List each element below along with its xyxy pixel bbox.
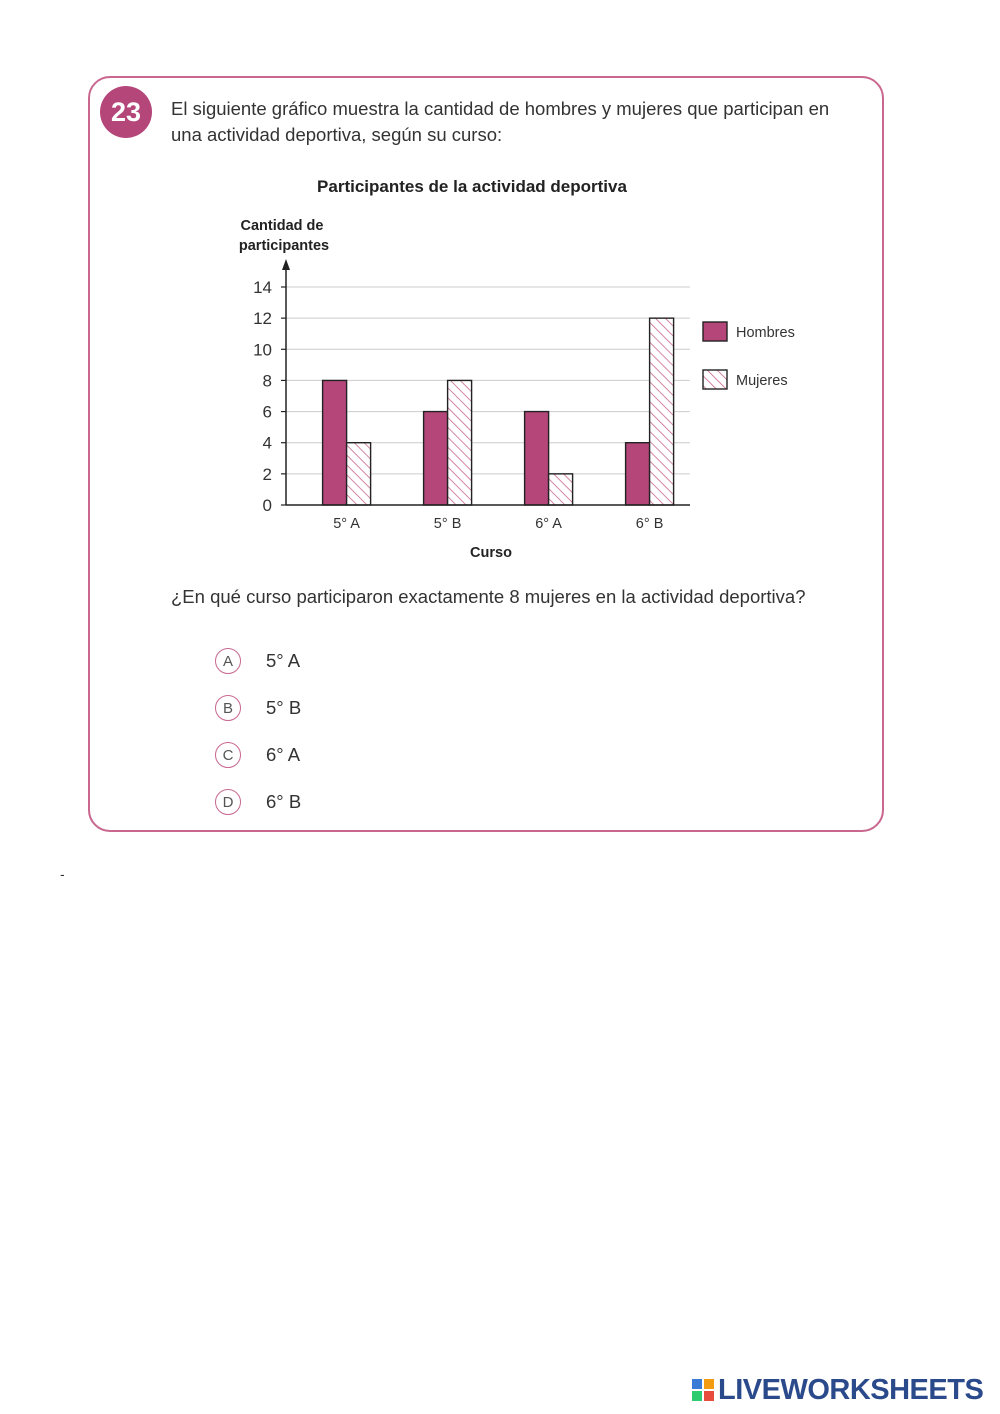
y-tick-label: 10 [253, 340, 272, 360]
option-b-letter: B [215, 695, 241, 721]
question-prompt: ¿En qué curso participaron exactamente 8 mujeres en la actividad deportiva? [171, 586, 806, 607]
y-tick-label: 4 [262, 433, 272, 453]
option-a-letter: A [215, 648, 241, 674]
y-tick-label: 6 [262, 402, 272, 422]
bar-mujeres [549, 474, 573, 505]
bar-mujeres [650, 318, 674, 505]
legend-swatch-mujeres [703, 370, 727, 389]
chart-title: Participantes de la actividad deportiva [317, 177, 627, 196]
option-d-text: 6° B [266, 791, 302, 812]
x-tick-label: 5° A [333, 516, 360, 532]
bar-hombres [323, 380, 347, 505]
option-b-text: 5° B [266, 697, 302, 718]
question-number-badge: 23 [100, 86, 152, 138]
y-axis-label: Cantidad de participantes [238, 218, 330, 254]
legend-label-mujeres: Mujeres [736, 373, 788, 389]
legend-label-hombres: Hombres [736, 325, 795, 341]
option-b[interactable] [215, 693, 301, 723]
question-stem: El siguiente gráfico muestra la cantidad de hombres y mujeres que participan en una actividad deportiva, según su curso: [171, 98, 830, 145]
bar-chart [0, 0, 1000, 580]
option-a[interactable] [215, 646, 300, 676]
bar-hombres [626, 443, 650, 505]
option-c-text: 6° A [266, 744, 301, 765]
liveworksheets-logo [692, 1372, 983, 1408]
y-tick-label: 8 [262, 371, 272, 391]
bar-hombres [525, 412, 549, 505]
x-tick-label: 5° B [433, 516, 462, 532]
y-tick-label: 12 [253, 309, 272, 329]
x-axis-label: Curso [470, 545, 512, 561]
liveworksheets-text: LIVEWORKSHEETS [718, 1373, 984, 1406]
bar-hombres [424, 412, 448, 505]
y-tick-label: 0 [262, 496, 272, 515]
y-axis-arrow-icon [282, 259, 290, 270]
stray-dash: - [60, 866, 65, 882]
legend-swatch-hombres [703, 322, 727, 341]
x-tick-label: 6° B [635, 516, 664, 532]
x-tick-label: 6° A [535, 516, 562, 532]
y-tick-label: 14 [253, 278, 272, 297]
y-tick-label: 2 [262, 464, 272, 484]
option-c[interactable] [215, 740, 300, 770]
bar-mujeres [448, 380, 472, 505]
option-d[interactable] [215, 787, 301, 817]
liveworksheets-blocks-icon [692, 1379, 714, 1401]
option-d-letter: D [215, 789, 241, 815]
option-c-letter: C [215, 742, 241, 768]
option-a-text: 5° A [266, 650, 301, 671]
bar-mujeres [347, 443, 371, 505]
